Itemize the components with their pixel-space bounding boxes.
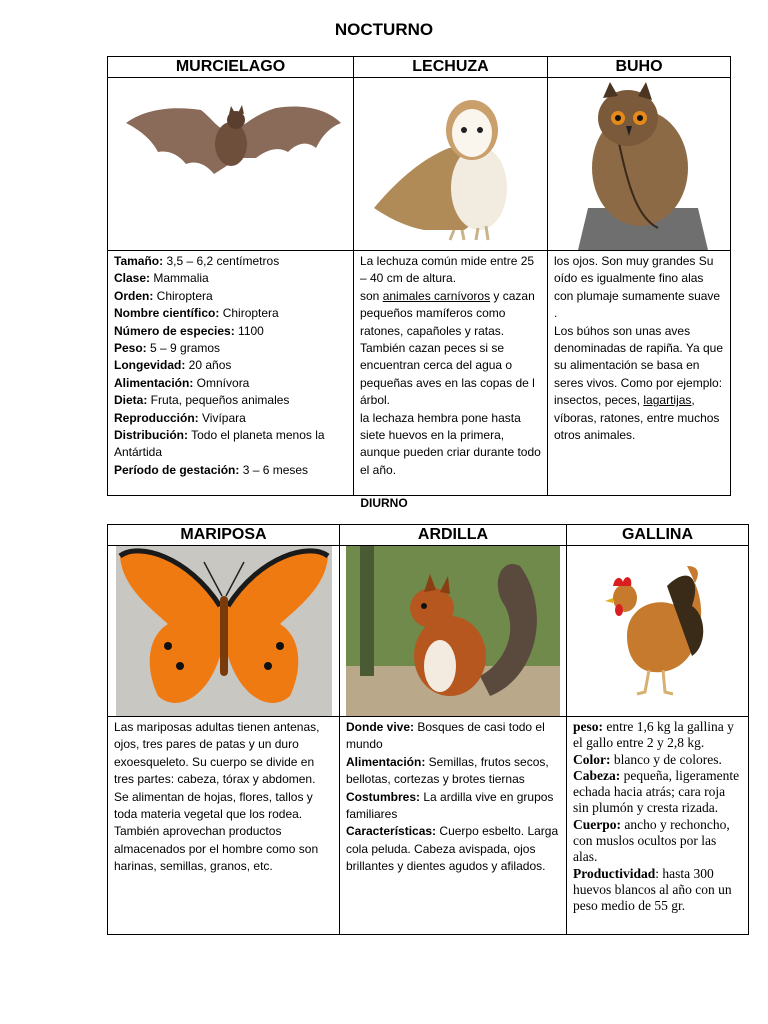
diurno-title: DIURNO	[360, 496, 408, 510]
gallina-line	[573, 768, 742, 817]
murcielago-line	[114, 427, 347, 462]
murcielago-line-label: Tamaño:	[114, 254, 164, 268]
animales-carnivoros-link[interactable]: animales carnívoros	[382, 288, 491, 303]
ardilla-line	[346, 719, 560, 754]
murcielago-line	[114, 253, 347, 270]
eagle-owl-image	[548, 78, 731, 250]
barn-owl-image	[354, 78, 548, 250]
murcielago-line	[114, 375, 347, 392]
gallina-description	[567, 717, 749, 935]
murcielago-line-label: Orden:	[114, 288, 154, 303]
squirrel-image	[340, 546, 567, 716]
murcielago-line-label: Reproducción:	[114, 410, 199, 425]
gallina-line-value: entre 1,6 kg la gallina y el gallo entre 2 y 2,8 kg.	[573, 719, 734, 751]
murcielago-line-value: Fruta, pequeños animales	[147, 393, 290, 408]
murcielago-line	[114, 357, 347, 374]
gallina-line-value: : hasta 300 huevos blancos al año con un peso medio de 55 gr.	[573, 865, 732, 914]
lechuza-paragraph-1: La lechuza común mide entre 25 – 40 cm de altura.	[360, 254, 535, 286]
ardilla-image-cell	[340, 546, 567, 717]
murcielago-line-value: Omnívora	[193, 375, 250, 390]
gallina-line-label: Cuerpo:	[573, 816, 621, 832]
buho-heading: BUHO	[548, 57, 731, 78]
hen-image	[567, 546, 749, 716]
gallina-line-label: Color:	[573, 751, 611, 767]
murcielago-line-label: Número de especies:	[114, 323, 235, 338]
murcielago-line-value: 3 – 6 meses	[239, 462, 309, 477]
ardilla-line-label: Características:	[346, 824, 437, 839]
ardilla-line	[346, 789, 560, 824]
gallina-line-value: ancho y rechoncho, con muslos ocultos por las alas.	[573, 816, 730, 865]
murcielago-line	[114, 392, 347, 409]
murcielago-line-value: Vivípara	[198, 410, 246, 425]
gallina-line-label: peso:	[573, 719, 603, 734]
lechuza-image-cell	[354, 78, 548, 251]
murcielago-line-label: Distribución:	[114, 428, 188, 443]
gallina-line-label: Productividad	[573, 865, 656, 881]
murcielago-line-value: Todo el planeta menos la Antártida	[114, 428, 325, 460]
gallina-line-label: Cabeza:	[573, 767, 621, 783]
buho-description	[548, 251, 731, 496]
mariposa-heading: MARIPOSA	[108, 525, 340, 546]
ardilla-line-label: Alimentación:	[346, 754, 426, 769]
murcielago-line-label: Peso:	[114, 341, 147, 356]
gallina-line	[573, 752, 742, 768]
gallina-line	[573, 817, 742, 866]
murcielago-line-label: Nombre científico:	[114, 306, 220, 321]
lechuza-heading: LECHUZA	[354, 57, 548, 78]
buho-paragraph-2: Los búhos son unas aves denominadas de rapiña. Ya que su alimentación se basa en seres vivos. Como por ejemplo: insectos, peces, lagartijas, víboras, ratones, entre muchos otros animales.	[554, 323, 724, 443]
murcielago-line-value: Chiroptera	[219, 306, 279, 321]
murcielago-image-cell	[108, 78, 354, 251]
ardilla-description	[340, 717, 567, 935]
lechuza-paragraph-3: la lechaza hembra pone hasta siete huevos en la primera, aunque pueden criar durante todo el año.	[360, 410, 541, 477]
murcielago-line-value: Chiroptera	[153, 288, 213, 303]
gallina-heading: GALLINA	[567, 525, 749, 546]
murcielago-line-value: 5 – 9 gramos	[146, 341, 221, 356]
butterfly-image	[108, 546, 340, 716]
murcielago-line-label: Período de gestación:	[114, 462, 240, 477]
ardilla-line-value: Cuerpo esbelto. Larga cola peluda. Cabeza avispada, ojos brillantes y dientes agudos y afilados.	[346, 824, 559, 874]
murcielago-line-label: Longevidad:	[114, 358, 186, 373]
buho-paragraph-1: los ojos. Son muy grandes Su oído es igualmente fino alas con plumaje sumamente suave .	[554, 254, 721, 321]
murcielago-line-label: Alimentación:	[114, 375, 194, 390]
gallina-line-value: pequeña, ligeramente echada hacia atrás; cara roja sin plumón y cresta rizada.	[573, 767, 740, 816]
murcielago-line	[114, 410, 347, 427]
nocturno-table	[107, 56, 731, 496]
lechuza-paragraph-2: son animales carnívoros y cazan pequeños mamíferos como ratones, capañoles y ratas. También cazan peces si se encuentran cerca del agua o pequeñas aves en las copas de l árbol.	[360, 288, 535, 408]
murcielago-line	[114, 270, 347, 287]
murcielago-line	[114, 462, 347, 479]
ardilla-line-value: Bosques de casi todo el mundo	[346, 720, 545, 752]
murcielago-line	[114, 288, 347, 305]
murcielago-line-value: 3,5 – 6,2 centímetros	[163, 254, 280, 268]
lagartijas-link[interactable]: lagartijas	[643, 393, 692, 408]
ardilla-line	[346, 823, 560, 875]
murcielago-line	[114, 323, 347, 340]
nocturno-title: NOCTURNO	[334, 20, 434, 39]
ardilla-line-label: Costumbres:	[346, 789, 421, 804]
ardilla-line-label: Donde vive:	[346, 720, 415, 734]
ardilla-line	[346, 754, 560, 789]
murcielago-line-value: Mammalia	[150, 271, 209, 286]
ardilla-line-value: La ardilla vive en grupos familiares	[346, 789, 554, 822]
diurno-table	[107, 524, 749, 935]
murcielago-line-value: 1100	[234, 323, 264, 338]
gallina-image-cell	[567, 546, 749, 717]
bat-image	[116, 78, 346, 250]
murcielago-line-label: Clase:	[114, 271, 151, 286]
gallina-line	[573, 719, 742, 752]
murcielago-line-value: 20 años	[185, 358, 232, 373]
ardilla-heading: ARDILLA	[340, 525, 567, 546]
gallina-line-value: blanco y de colores.	[610, 751, 722, 767]
gallina-line	[573, 866, 742, 915]
mariposa-description	[108, 717, 340, 935]
lechuza-description	[354, 251, 548, 496]
murcielago-heading: MURCIELAGO	[108, 57, 354, 78]
murcielago-description	[108, 251, 354, 496]
buho-image-cell	[548, 78, 731, 251]
mariposa-paragraph: Las mariposas adultas tienen antenas, ojos, tres pares de patas y un duro exoesqueleto. Su cuerpo se divide en tres partes: cabeza, tórax y abdomen. Se alimentan de hojas, flores, tallos y toda materia vegetal que los rodea. También aprovechan productos almacenados por el hombre como son harinas, semillas, granos, etc.	[114, 720, 320, 874]
murcielago-line	[114, 305, 347, 322]
murcielago-line	[114, 340, 347, 357]
ardilla-line-value: Semillas, frutos secos, bellotas, cortezas y brotes tiernas	[346, 754, 549, 787]
murcielago-line-label: Dieta:	[114, 393, 148, 408]
mariposa-image-cell	[108, 546, 340, 717]
